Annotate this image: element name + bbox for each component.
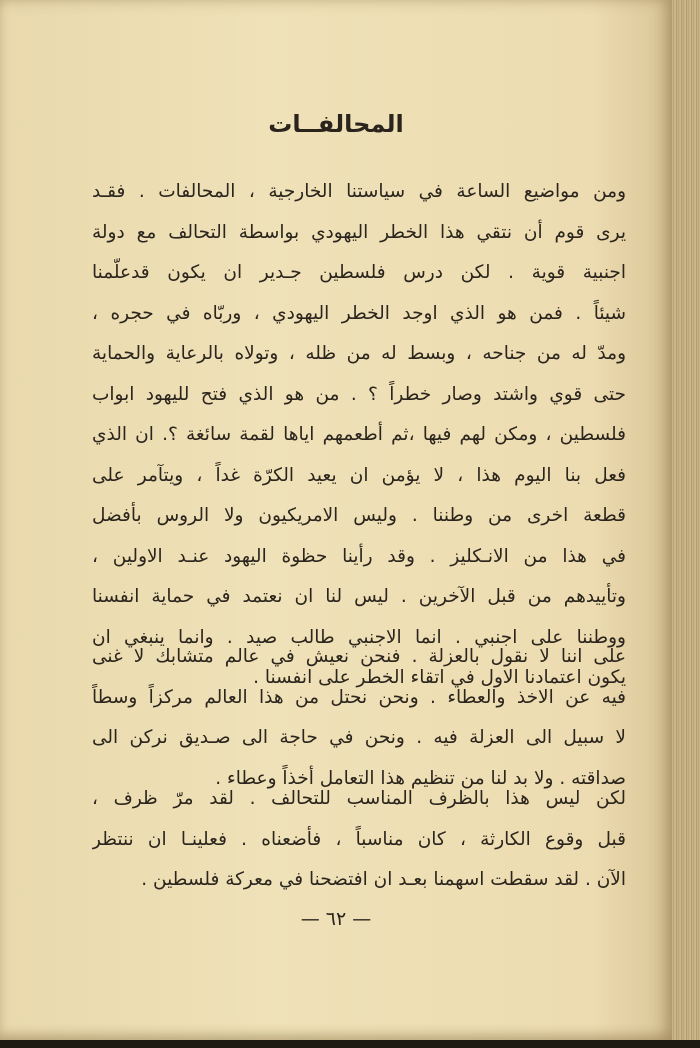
text-line: شيئاً . فمن هو الذي اوجد الخطر اليهودي ، وربّاه في حجره ، xyxy=(92,302,626,324)
text-line: فعل بنا اليوم هذا ، لا يؤمن ان يعيد الكرّة غداً ، ويتآمر على xyxy=(92,464,626,486)
text-line: الآن . لقد سقطت اسهمنا بعـد ان افتضحنا في معركة فلسطين . xyxy=(141,869,626,890)
text-line: على اننا لا نقول بالعزلة . فنحن نعيش في عالم متشابك لا غنى xyxy=(92,646,626,667)
book-bottom-edge xyxy=(0,1040,700,1048)
paragraph-3 xyxy=(92,779,626,901)
text-line: صداقته . ولا بد لنا من تنظيم هذا التعامل أخذاً وعطاء . xyxy=(215,767,626,789)
page-title: المحالفــات xyxy=(268,110,404,138)
text-line: اجنبية قوية . لكن درس فلسطين جـدير ان يكون قدعلّمنا xyxy=(92,262,626,283)
text-line: لا سبيل الى العزلة فيه . ونحن في حاجة الى صـديق نركن الى xyxy=(92,727,626,748)
page-number: — ٦٢ — xyxy=(300,908,372,930)
text-line: ووطننا على اجنبي . انما الاجنبي طالب صيد . وانما ينبغي ان xyxy=(92,626,626,648)
text-line: يرى قوم أن نتقي هذا الخطر اليهودي بواسطة التحالف مع دولة xyxy=(92,221,626,243)
text-line: قبل وقوع الكارثة ، كان مناسباً ، فأضعناه . فعلينـا ان ننتظر xyxy=(92,828,626,850)
text-line: فيه عن الاخذ والعطاء . ونحن نحتل من هذا العالم مركزاً وسطاً xyxy=(92,686,626,708)
text-line: ومدّ له من جناحه ، وبسط له من ظله ، وتولاه بالرعاية والحماية xyxy=(92,343,626,364)
paragraph-2 xyxy=(92,637,626,799)
text-line: فلسطين ، ومكن لهم فيها ،ثم أطعمهم اياها لقمة سائغة ؟. ان الذي xyxy=(92,424,626,445)
text-line: حتى قوي واشتد وصار خطراً ؟ . من هو الذي فتح لليهود ابواب xyxy=(92,383,626,405)
text-line: ومن مواضيع الساعة في سياستنا الخارجية ، المحالفات . فقـد xyxy=(92,181,626,202)
page-edges xyxy=(672,0,700,1048)
paragraph-1 xyxy=(92,172,626,699)
text-line: في هذا من الانـكليز . وقد رأينا حظوة اليهود عنـد الاولين ، xyxy=(92,545,626,567)
text-line: يكون اعتمادنا الاول في اتقاء الخطر على انفسنا . xyxy=(253,667,626,688)
text-line: لكن ليس هذا بالظرف المناسب للتحالف . لقد مرّ ظرف ، xyxy=(92,788,626,809)
text-line: قطعة اخرى من وطننا . وليس الامريكيون ولا الروس بأفضل xyxy=(92,505,626,526)
text-line: وتأييدهم من قبل الآخرين . ليس لنا ان نعتمد في حماية انفسنا xyxy=(92,586,626,607)
